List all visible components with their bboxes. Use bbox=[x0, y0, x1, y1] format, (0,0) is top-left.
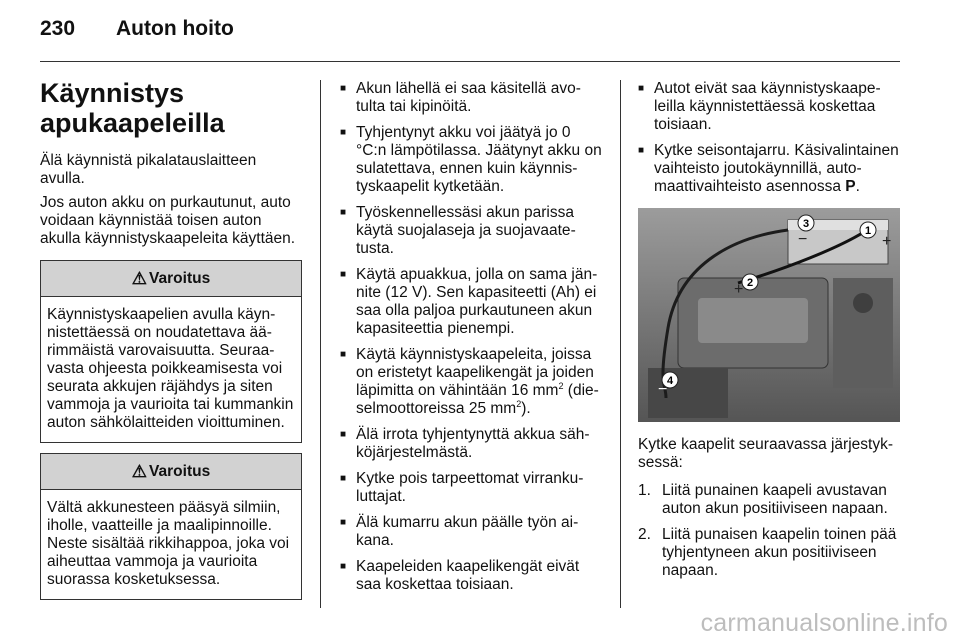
gear-text-end: . bbox=[855, 178, 860, 195]
callout-3 bbox=[798, 215, 814, 231]
page-header bbox=[40, 17, 234, 47]
step-text: Liitä punainen kaapeli avustavan auton akun positiiviseen napaan. bbox=[662, 482, 888, 517]
list-item-cable-size bbox=[340, 346, 602, 418]
warning-triangle-icon: ⚠ bbox=[131, 461, 148, 481]
step-number: 1. bbox=[638, 482, 651, 499]
warning-box-1 bbox=[40, 260, 302, 443]
svg-text:2: 2 bbox=[746, 277, 754, 289]
warning-box-2 bbox=[40, 453, 302, 600]
watermark: carmanualsonline.info bbox=[700, 609, 948, 637]
superscript: 2 bbox=[516, 398, 522, 409]
intro-paragraph-1: Älä käynnistä pikalatauslaitteen avulla. bbox=[40, 152, 257, 187]
cable-text-2: (dieselmoottoreissa 25 mm bbox=[356, 382, 599, 417]
warning-text: Vältä akkunesteen pääsyä silmiin, iholle, vaatteille ja maalipinnoille. Neste sisältää rikkihappoa, joka voi aiheuttaa vammoja ja vaurioita suorassa kosketuksessa. bbox=[47, 499, 290, 588]
callout-2 bbox=[742, 274, 758, 290]
warning-label: Varoitus bbox=[149, 462, 211, 480]
list-item: ■ Tyhjentynyt akku voi jäätyä jo 0 °C:n lämpötilassa. Jäätynyt akku on sulatettava, ennen kuin käynnistyskaapelit kytketään. bbox=[340, 124, 602, 196]
warning-label: Varoitus bbox=[149, 269, 211, 287]
warning-triangle-icon: ⚠ bbox=[131, 268, 148, 288]
warning-text: Käynnistyskaapelien avulla käynnistettäessä on noudatettava äärimmäistä varovaisuutta. Seuraavasta ohjeesta poikkeamisesta voi seurata akkujen räjähdys ja siten vammoja ja vaurioita tai kummankin auton sähkölaitteiden vioittuminen. bbox=[47, 306, 294, 431]
callout-1 bbox=[860, 222, 876, 238]
column-divider-1 bbox=[320, 80, 321, 608]
column-1 bbox=[40, 78, 302, 600]
warning-header bbox=[41, 454, 301, 490]
minus-terminal-label-2: − bbox=[658, 381, 668, 398]
steps-intro: Kytke kaapelit seuraavassa järjestyksessä: bbox=[638, 436, 894, 471]
section-title-line-2: apukaapeleilla bbox=[40, 108, 225, 138]
connection-steps bbox=[638, 482, 900, 580]
reservoir-cap bbox=[853, 293, 873, 313]
superscript: 2 bbox=[558, 380, 564, 391]
column-divider-2 bbox=[620, 80, 621, 608]
plus-terminal-label: + bbox=[882, 233, 892, 250]
intro-paragraph-2: Jos auton akku on purkautunut, auto voidaan käynnistää toisen auton akulla käynnistyskaapeleita käyttäen. bbox=[40, 194, 296, 247]
section-title-line-1: Käynnistys bbox=[40, 78, 185, 108]
column-3 bbox=[638, 80, 900, 588]
list-item-gear bbox=[638, 142, 900, 196]
list-item: ■ Autot eivät saa käynnistyskaapeleilla käynnistettäessä koskettaa toisiaan. bbox=[638, 80, 900, 134]
svg-text:4: 4 bbox=[666, 375, 674, 387]
engine-bay-illustration bbox=[638, 208, 900, 422]
section-title bbox=[40, 78, 302, 138]
list-item: ■ Akun lähellä ei saa käsitellä avotulta tai kipinöitä. bbox=[340, 80, 602, 116]
list-item: ■ Käytä apuakkua, jolla on sama jännite (12 V). Sen kapasiteetti (Ah) ei saa olla paljoa purkautuneen akun kapasiteettia pienempi. bbox=[340, 266, 602, 338]
warning-header bbox=[41, 261, 301, 297]
list-item: ■ Työskennellessäsi akun parissa käytä suojalaseja ja suojavaatetusta. bbox=[340, 204, 602, 258]
precaution-list-2 bbox=[638, 80, 900, 196]
list-item: ■ Kytke pois tarpeettomat virrankuluttajat. bbox=[340, 470, 602, 506]
svg-text:3: 3 bbox=[802, 218, 810, 230]
cable-text-1: Käytä käynnistyskaapeleita, joissa on eristetyt kaapelikengät ja joiden läpimitta on vähintään 16 mm bbox=[356, 346, 594, 399]
precaution-list bbox=[340, 80, 602, 594]
cable-text-3: ). bbox=[521, 400, 531, 417]
gear-text: Kytke seisontajarru. Käsivalintainen vaihteisto joutokäynnillä, automaattivaihteisto asennossa bbox=[654, 142, 899, 195]
engine-cover bbox=[698, 298, 808, 343]
svg-text:1: 1 bbox=[864, 225, 872, 237]
list-item: ■ Älä kumarru akun päälle työn aikana. bbox=[340, 514, 602, 550]
plus-terminal-label-2: + bbox=[734, 281, 744, 298]
step-item bbox=[638, 526, 900, 580]
gear-position: P bbox=[845, 178, 856, 195]
header-divider bbox=[40, 61, 900, 62]
list-item: ■ Kaapeleiden kaapelikengät eivät saa koskettaa toisiaan. bbox=[340, 558, 602, 594]
engine-bay-figure bbox=[638, 208, 900, 422]
column-2 bbox=[340, 80, 602, 602]
step-item bbox=[638, 482, 900, 518]
page-number: 230 bbox=[40, 17, 76, 40]
step-number: 2. bbox=[638, 526, 651, 543]
step-text: Liitä punaisen kaapelin toinen pää tyhjentyneen akun positiiviseen napaan. bbox=[662, 526, 897, 579]
list-item: ■ Älä irrota tyhjentynyttä akkua sähköjärjestelmästä. bbox=[340, 426, 602, 462]
chapter-title: Auton hoito bbox=[116, 17, 234, 40]
minus-terminal-label: − bbox=[798, 231, 808, 248]
